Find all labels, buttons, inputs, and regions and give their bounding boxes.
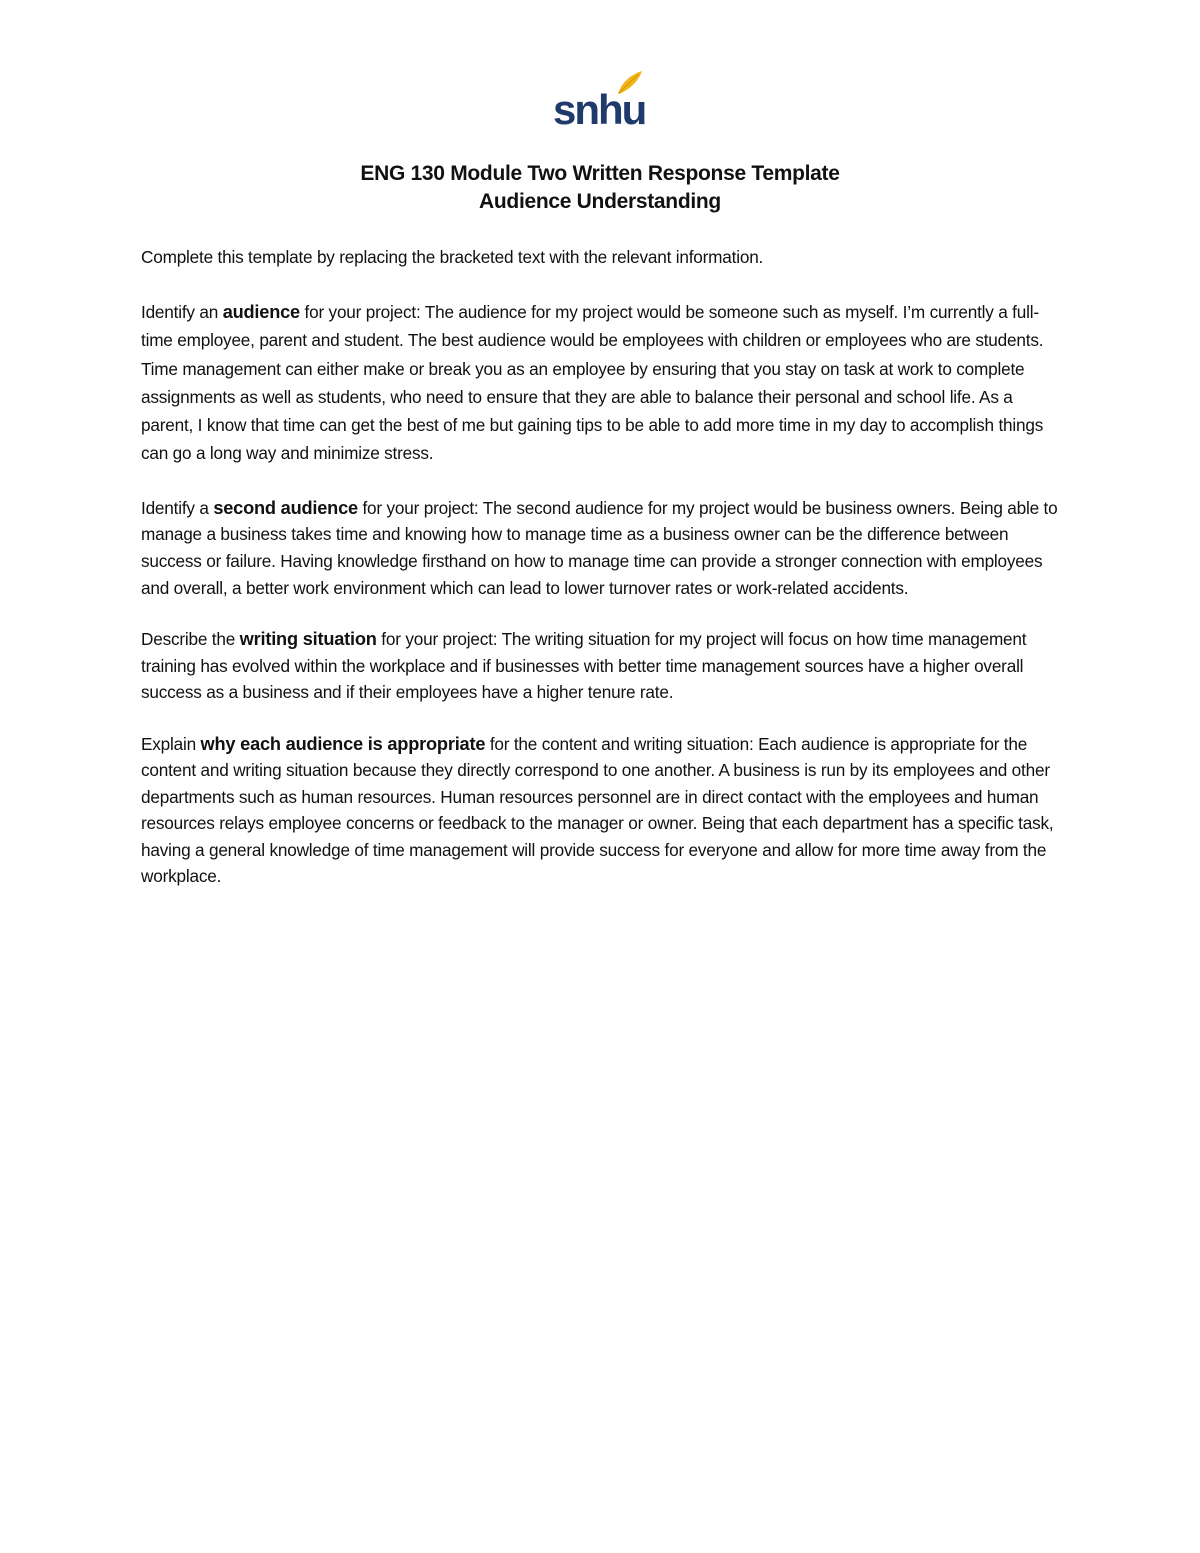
snhu-logo xyxy=(553,70,646,134)
title-line-1: ENG 130 Module Two Written Response Template xyxy=(360,162,840,185)
prompt-prefix: Describe the xyxy=(141,629,240,650)
instruction-text: Complete this template by replacing the bracketed text with the relevant information. xyxy=(141,247,764,267)
prompt-keyword: audience xyxy=(222,302,300,322)
prompt-suffix: for your project: xyxy=(357,497,483,518)
response-text: Each audience is appropriate for the content and writing situation because they directly correspond to one another. A business is run by its employees and other departments such as human resources. Human resources personnel are in direct contact with the employees and human resources relays employee concerns or feedback to the manager or owner. Being that each department has a specific task, having a general knowledge of time management will provide success for everyone and allow for more time away from the workplace. xyxy=(141,733,1054,886)
response-text: The writing situation for my project will focus on how time management training has evolved within the workplace and if businesses with better time management sources have a higher overall success as a business and if their employees have a higher tenure rate. xyxy=(141,629,1027,703)
prompt-suffix: for your project: xyxy=(299,302,425,322)
logo-text: snhu xyxy=(553,86,646,133)
response-text: The audience for my project would be someone such as myself. I’m currently a full-time employee, parent and student. The best audience would be employees with children or employees who are students. Time management can either make or break you as an employee by ensuring that you stay on task at work to complete assignments as well as students, who need to ensure that they are able to balance their personal and school life. As a parent, I know that time can get the best of me but gaining tips to be able to add more time in my day to accomplish things can go a long way and minimize stress. xyxy=(141,302,1044,464)
prompt-keyword: second audience xyxy=(213,497,358,518)
audience-appropriateness-paragraph xyxy=(141,731,1061,889)
prompt-keyword: why each audience is appropriate xyxy=(200,733,486,754)
document-body xyxy=(141,244,1061,889)
response-text: The second audience for my project would be business owners. Being able to manage a business takes time and knowing how to manage time as a business owner can be the difference between success or failure. Having knowledge firsthand on how to manage time can provide a stronger connection with employees and overall, a better work environment which can lead to lower turnover rates or work-related accidents. xyxy=(141,497,1058,598)
prompt-prefix: Identify a xyxy=(141,497,214,518)
prompt-prefix: Identify an xyxy=(141,302,223,322)
prompt-prefix: Explain xyxy=(141,733,201,754)
prompt-keyword: writing situation xyxy=(239,629,377,650)
writing-situation-paragraph xyxy=(141,626,1061,706)
second-audience-paragraph xyxy=(141,495,1061,601)
title-line-2: Audience Understanding xyxy=(479,190,721,213)
prompt-suffix: for your project: xyxy=(376,629,502,650)
audience-paragraph xyxy=(141,298,1061,468)
prompt-suffix: for the content and writing situation: xyxy=(485,733,759,754)
leaf-icon xyxy=(615,70,643,96)
document-title xyxy=(0,160,1200,216)
